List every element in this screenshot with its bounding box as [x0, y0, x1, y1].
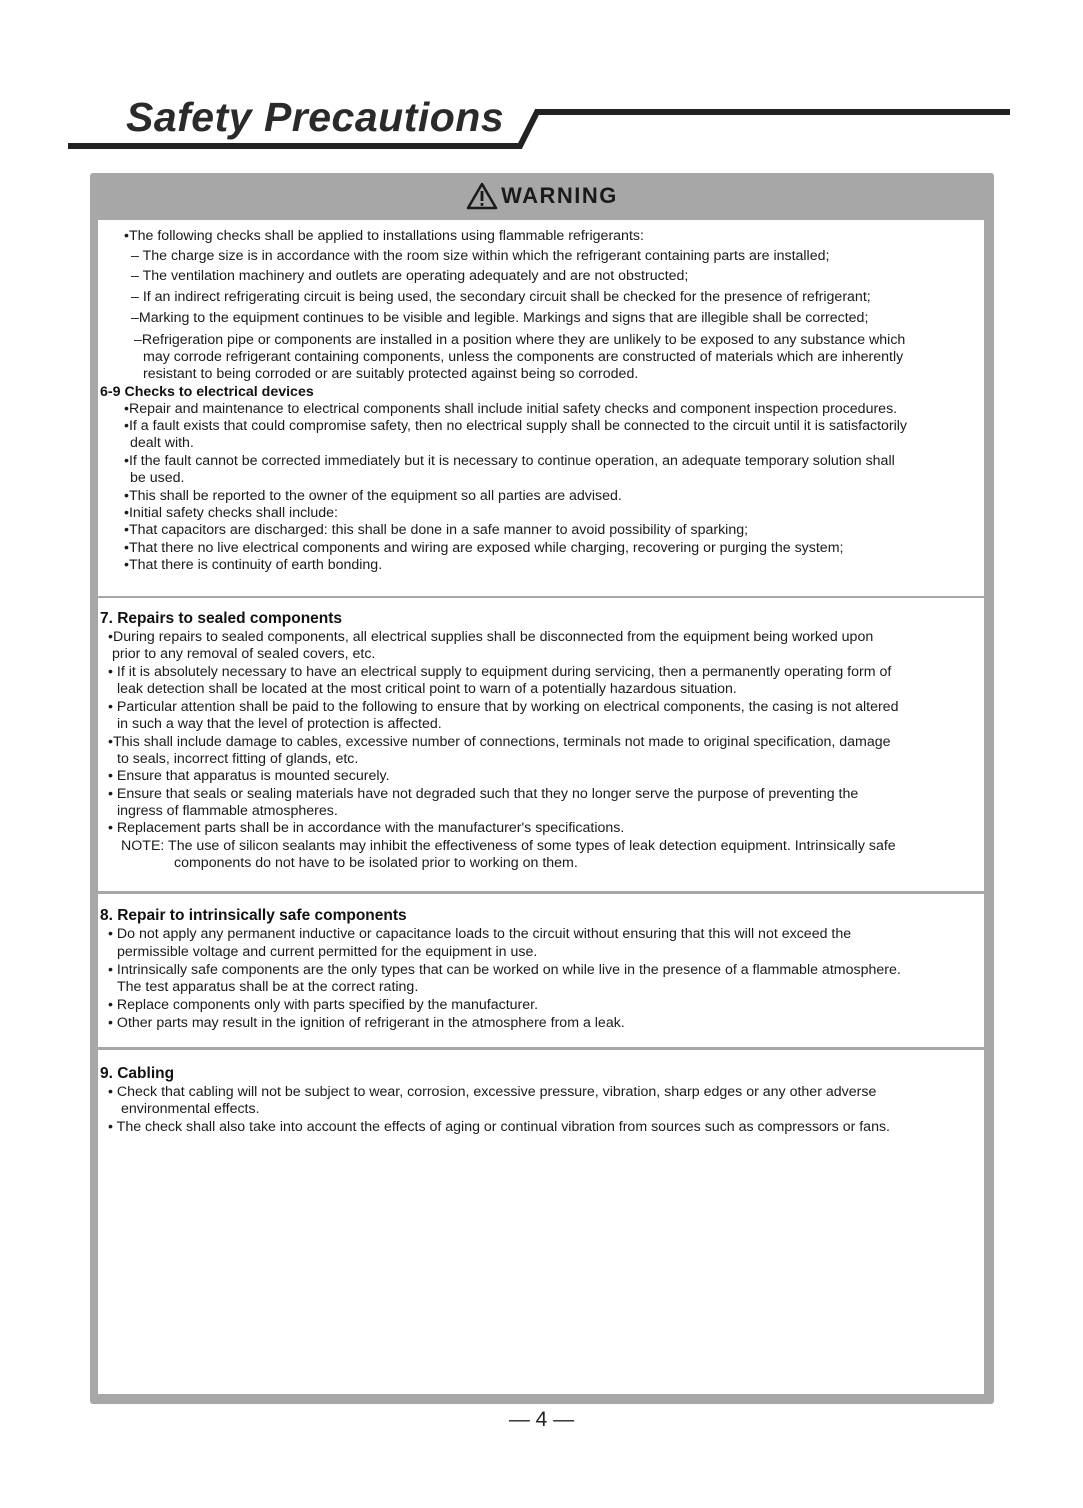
section-8-line: The test apparatus shall be at the correct rating. — [117, 979, 419, 995]
section-6-9-heading: 6-9 Checks to electrical devices — [100, 384, 314, 400]
section-7-line: leak detection shall be located at the most critical point to warn of a potentially hazardous situation. — [117, 681, 737, 697]
section-8-heading: 8. Repair to intrinsically safe components — [100, 907, 407, 924]
section-7-line: • Ensure that seals or sealing materials have not degraded such that they no longer serve the purpose of preventing the — [108, 786, 859, 802]
check-line: resistant to being corroded or are suitably protected against being so corroded. — [143, 366, 639, 382]
page-header — [0, 0, 1083, 160]
section-8-line: • Replace components only with parts specified by the manufacturer. — [108, 997, 539, 1013]
check-line: –Marking to the equipment continues to be visible and legible. Markings and signs that are illegible shall be corrected; — [131, 310, 869, 326]
section-6-9-line: •If a fault exists that could compromise safety, then no electrical supply shall be connected to the circuit until it is satisfactorily — [124, 418, 908, 434]
panel-intrinsically-safe — [98, 894, 984, 1047]
section-6-9-line: •This shall be reported to the owner of the equipment so all parties are advised. — [124, 488, 622, 504]
section-6-9-line: •Initial safety checks shall include: — [124, 505, 338, 521]
section-7-note: NOTE: The use of silicon sealants may inhibit the effectiveness of some types of leak detection equipment. Intrinsically safe — [121, 838, 896, 854]
check-line: may corrode refrigerant containing components, unless the components are constructed of materials which are inherently — [143, 349, 904, 365]
section-9-line: environmental effects. — [121, 1101, 260, 1117]
panel-checks — [98, 220, 984, 596]
section-8-line: • Intrinsically safe components are the only types that can be worked on while live in the presence of a flammable atmosphere. — [108, 962, 901, 978]
section-7-heading: 7. Repairs to sealed components — [100, 610, 343, 627]
panel-cabling — [98, 1050, 984, 1394]
warning-bar — [90, 173, 994, 219]
warning-triangle-icon — [466, 182, 498, 210]
check-line: –Refrigeration pipe or components are installed in a position where they are unlikely to be exposed to any substance which — [134, 332, 906, 348]
page-title: Safety Precautions — [126, 94, 505, 140]
section-7-line: • If it is absolutely necessary to have an electrical supply to equipment during servicing, then a permanently operating form of — [108, 664, 892, 680]
check-line: •The following checks shall be applied to installations using flammable refrigerants: — [124, 228, 644, 244]
check-line: – The ventilation machinery and outlets are operating adequately and are not obstructed; — [131, 268, 689, 284]
section-8-line: • Other parts may result in the ignition of refrigerant in the atmosphere from a leak. — [108, 1015, 625, 1031]
section-7-line: • Ensure that apparatus is mounted securely. — [108, 768, 390, 784]
section-7-line: ingress of flammable atmospheres. — [117, 803, 338, 819]
section-8-line: permissible voltage and current permitted for the equipment in use. — [117, 944, 538, 960]
section-7-note: components do not have to be isolated prior to working on them. — [174, 855, 578, 871]
warning-title: WARNING — [501, 183, 618, 208]
section-6-9-line: be used. — [130, 470, 185, 486]
section-6-9-line: •That there no live electrical components and wiring are exposed while charging, recovering or purging the system; — [124, 540, 844, 556]
section-6-9-line: •Repair and maintenance to electrical components shall include initial safety checks and component inspection procedures. — [124, 401, 898, 417]
check-line: – If an indirect refrigerating circuit is being used, the secondary circuit shall be checked for the presence of refrigerant; — [131, 289, 871, 305]
section-6-9-line: •That there is continuity of earth bonding. — [124, 557, 383, 573]
section-7-line: • Replacement parts shall be in accordance with the manufacturer's specifications. — [108, 820, 625, 836]
warning-frame — [90, 173, 994, 1404]
section-8-line: • Do not apply any permanent inductive or capacitance loads to the circuit without ensuring that this will not exceed the — [108, 926, 852, 942]
section-7-line: prior to any removal of sealed covers, etc. — [112, 646, 376, 662]
section-7-line: • Particular attention shall be paid to the following to ensure that by working on electrical components, the casing is not altered — [108, 699, 899, 715]
panel-sealed-components — [98, 598, 984, 891]
section-9-heading: 9. Cabling — [100, 1065, 175, 1082]
section-6-9-line: •If the fault cannot be corrected immediately but it is necessary to continue operation, an adequate temporary solution shall — [124, 453, 895, 469]
page-number: — 4 — — [508, 1408, 575, 1431]
check-line: – The charge size is in accordance with the room size within which the refrigerant containing parts are installed; — [131, 248, 830, 264]
section-6-9-line: dealt with. — [130, 435, 194, 451]
section-9-line: • Check that cabling will not be subject to wear, corrosion, excessive pressure, vibration, sharp edges or any other adverse — [108, 1084, 877, 1100]
section-6-9-line: •That capacitors are discharged: this shall be done in a safe manner to avoid possibility of sparking; — [124, 522, 749, 538]
section-7-line: to seals, incorrect fitting of glands, etc. — [117, 751, 359, 767]
section-7-line: •During repairs to sealed components, all electrical supplies shall be disconnected from the equipment being worked upon — [108, 629, 874, 645]
section-7-line: in such a way that the level of protection is affected. — [117, 716, 442, 732]
section-9-line: • The check shall also take into account the effects of aging or continual vibration from sources such as compressors or fans. — [108, 1119, 891, 1135]
section-7-line: •This shall include damage to cables, excessive number of connections, terminals not made to original specification, damage — [108, 734, 891, 750]
warning-heading — [466, 182, 618, 210]
